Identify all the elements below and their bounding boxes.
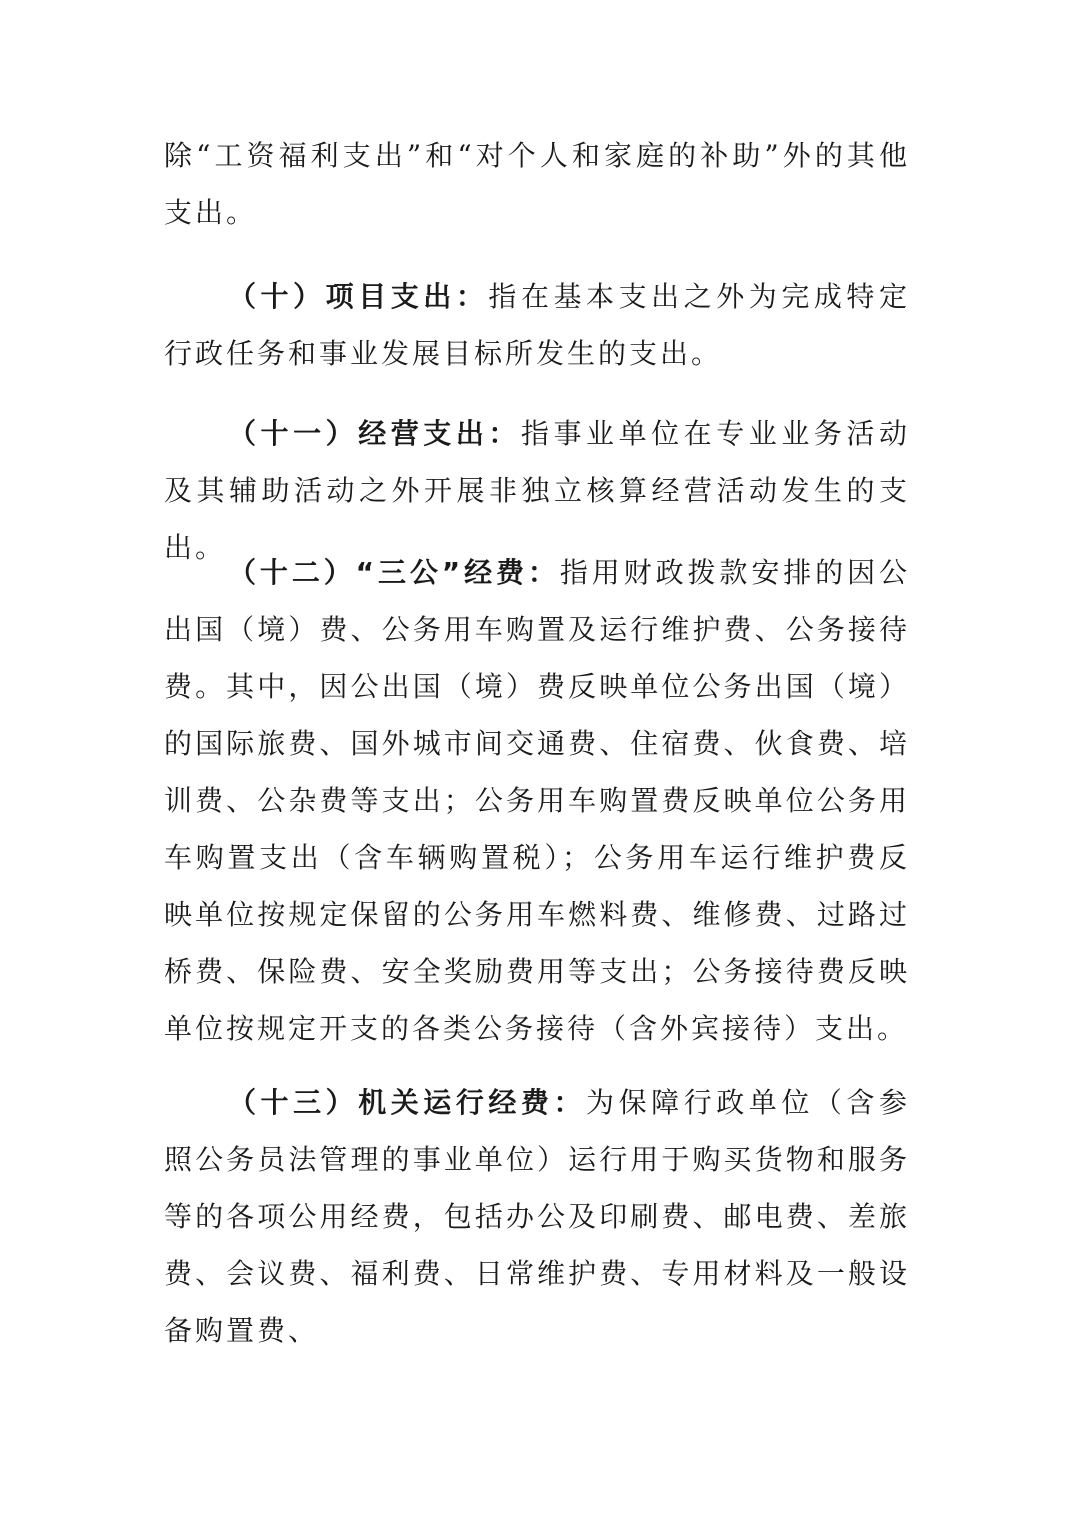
paragraph-body: 指事业单位在专业业务活动及其辅助活动之外开展非独立核算经营活动发生的支出。 (164, 417, 910, 564)
paragraph-heading: （十三）机关运行经费： (228, 1086, 587, 1119)
paragraph-heading: （十二）“三公”经费： (228, 556, 560, 589)
paragraph-body: 除“工资福利支出”和“对个人和家庭的补助”外的其他支出。 (164, 139, 910, 229)
paragraph-body: 指用财政拨款安排的因公出国（境）费、公务用车购置及运行维护费、公务接待费。其中，因公出国（境）费反映单位公务出国（境）的国际旅费、国外城市间交通费、住宿费、伙食费、培训费、公杂费等支出；公务用车购置费反映单位公务用车购置支出（含车辆购置税）；公务用车运行维护费反映单位按规定保留的公务用车燃料费、维修费、过路过桥费、保险费、安全奖励费用等支出；公务接待费反映单位按规定开支的各类公务接待（含外宾接待）支出。 (164, 556, 910, 1045)
paragraph-agency-operating-funds (164, 1074, 910, 1359)
paragraph-body: 为保障行政单位（含参照公务员法管理的事业单位）运行用于购买货物和服务等的各项公用经费，包括办公及印刷费、邮电费、差旅费、会议费、福利费、日常维护费、专用材料及一般设备购置费、 (164, 1086, 910, 1347)
paragraph-body: 指在基本支出之外为完成特定行政任务和事业发展目标所发生的支出。 (164, 280, 910, 370)
paragraph-heading: （十一）经营支出： (228, 417, 521, 450)
paragraph-heading: （十）项目支出： (228, 280, 489, 313)
paragraph-continuation (164, 127, 910, 241)
paragraph-project-expenditure (164, 268, 910, 382)
paragraph-three-public-funds (164, 544, 910, 1057)
